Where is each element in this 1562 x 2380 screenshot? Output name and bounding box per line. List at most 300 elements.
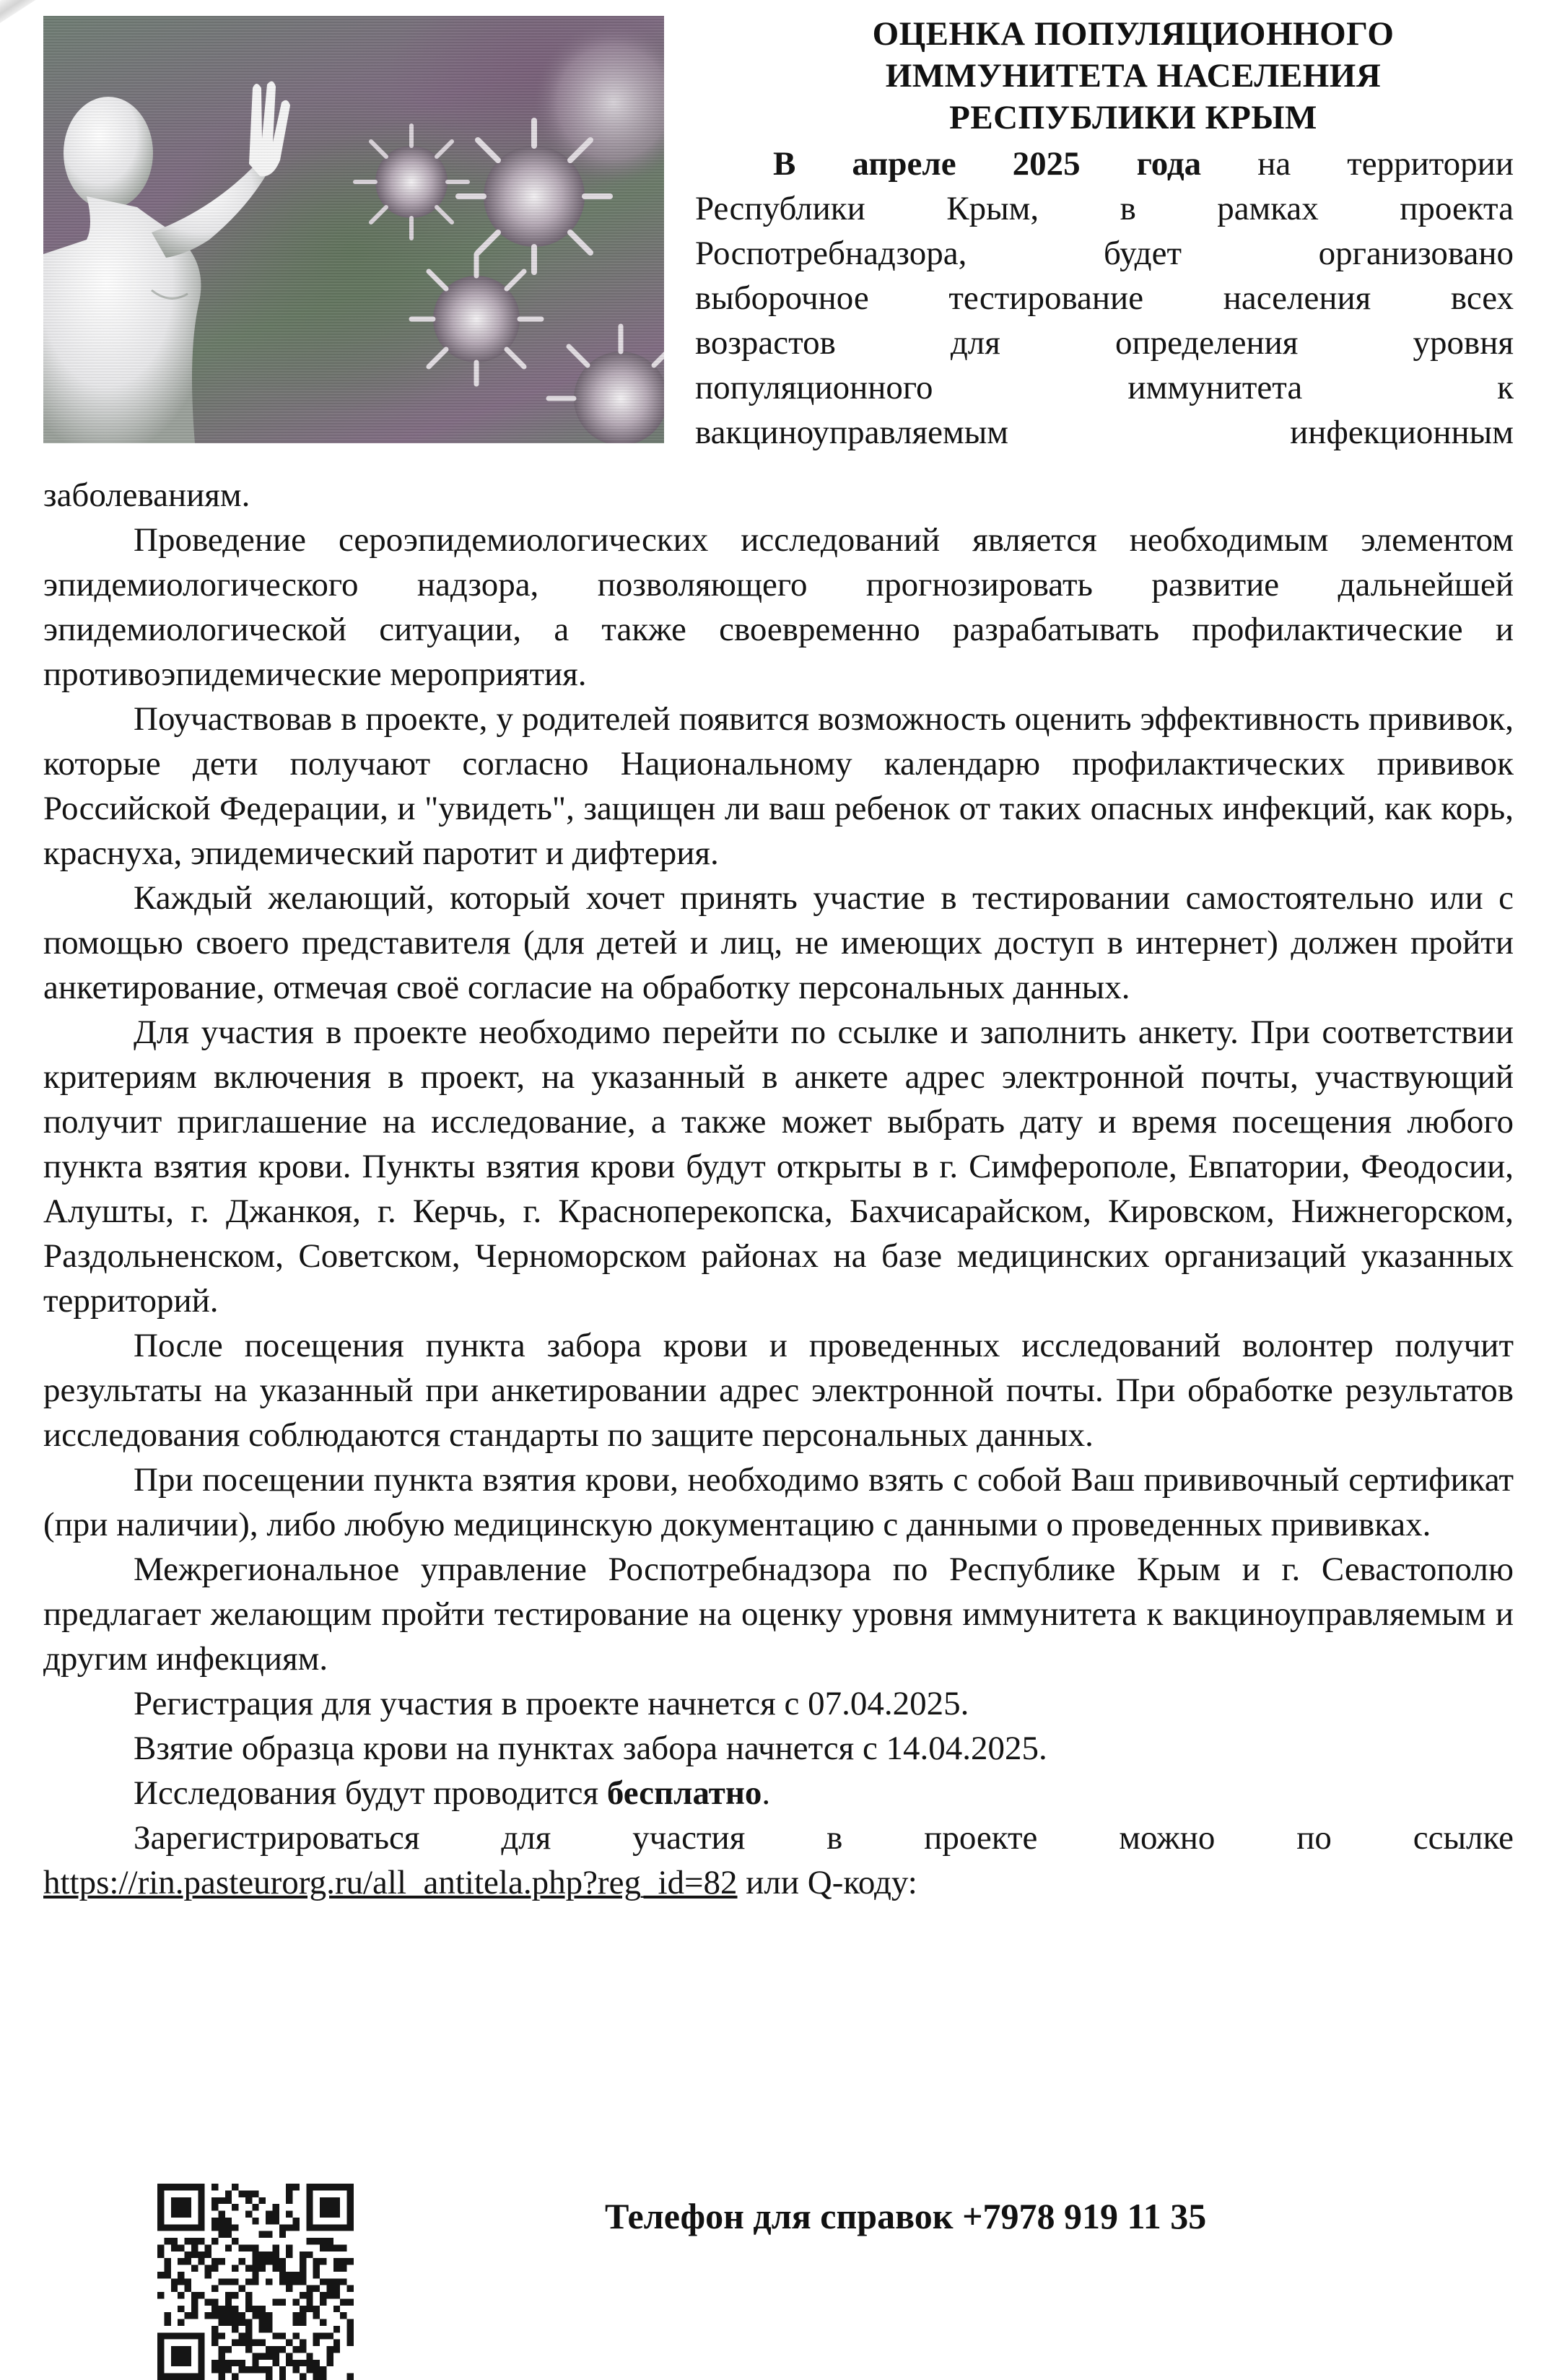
qr-module [300, 2258, 306, 2265]
qr-module [320, 2211, 326, 2218]
paragraph-documents: При посещении пункта взятия крови, необходимо взять с собой Ваш прививочный сертификат (при наличии), либо любую медицинскую документацию с данными о проведенных прививках. [43, 1461, 1514, 1543]
qr-module [185, 2211, 191, 2218]
qr-module [300, 2278, 306, 2285]
qr-module [259, 2312, 266, 2319]
qr-module [232, 2238, 238, 2244]
qr-module [178, 2374, 184, 2380]
qr-module [286, 2340, 292, 2346]
qr-module [313, 2332, 320, 2339]
qr-module [272, 2258, 279, 2265]
qr-module [333, 2306, 340, 2312]
qr-module [293, 2218, 300, 2224]
qr-module [245, 2306, 252, 2312]
qr-module [198, 2211, 204, 2218]
qr-module [259, 2265, 266, 2272]
qr-module [306, 2285, 313, 2292]
intro-tail: заболеваниям. [43, 476, 250, 514]
qr-module [293, 2272, 300, 2278]
qr-module [171, 2353, 178, 2359]
qr-module [211, 2218, 218, 2224]
qr-module [306, 2306, 313, 2312]
intro-line: Роспотребнадзора, будет организовано [695, 235, 1514, 272]
qr-module [313, 2238, 320, 2244]
qr-module [266, 2353, 272, 2359]
qr-module [306, 2184, 313, 2190]
qr-module [232, 2278, 238, 2285]
qr-module [333, 2184, 340, 2190]
qr-module [340, 2298, 346, 2305]
qr-module [198, 2353, 204, 2359]
qr-module [293, 2366, 300, 2373]
qr-module [347, 2218, 354, 2224]
qr-module [266, 2312, 272, 2319]
qr-module [286, 2353, 292, 2359]
qr-module [286, 2244, 292, 2251]
qr-module [178, 2184, 184, 2190]
qr-module [157, 2272, 164, 2278]
registration-date: Регистрация для участия в проекте начнется с 07.04.2025. [134, 1685, 969, 1722]
qr-module [225, 2298, 232, 2305]
paragraph-results: После посещения пункта забора крови и проведенных исследований волонтер получит результаты на указанный при анкетировании адрес электронной почты. При обработке результатов исследования соблюдаются стандарты по защите персональных данных. [43, 1327, 1514, 1454]
qr-module [279, 2366, 286, 2373]
qr-module [313, 2265, 320, 2272]
qr-module [326, 2353, 333, 2359]
page-title [801, 13, 1465, 139]
qr-module [198, 2258, 204, 2265]
qr-module [306, 2238, 313, 2244]
qr-module [252, 2252, 258, 2258]
qr-module [245, 2197, 252, 2204]
qr-module [211, 2360, 218, 2366]
paragraph-questionnaire: Каждый желающий, который хочет принять участие в тестировании самостоятельно или с помощью своего представителя (для детей и лиц, не имеющих доступ в интернет) должен пройти анкетирование, отмечая своё согласие на обработку персональных данных. [43, 879, 1514, 1006]
qr-module [191, 2332, 198, 2339]
qr-module [239, 2244, 245, 2251]
qr-module [272, 2211, 279, 2218]
qr-module [286, 2197, 292, 2204]
qr-module [306, 2292, 313, 2298]
qr-module [326, 2238, 333, 2244]
qr-module [239, 2366, 245, 2373]
qr-module [347, 2340, 354, 2346]
qr-module [178, 2353, 184, 2359]
qr-module [320, 2258, 326, 2265]
qr-module [347, 2298, 354, 2305]
qr-module [259, 2319, 266, 2326]
qr-module [259, 2197, 266, 2204]
qr-module [259, 2252, 266, 2258]
qr-module [300, 2340, 306, 2346]
qr-module [198, 2346, 204, 2353]
qr-module [245, 2332, 252, 2339]
qr-module [333, 2292, 340, 2298]
qr-module [218, 2278, 224, 2285]
title-line: ИММУНИТЕТА НАСЕЛЕНИЯ [885, 57, 1382, 95]
qr-module [218, 2258, 224, 2265]
qr-module [300, 2346, 306, 2353]
qr-module [326, 2285, 333, 2292]
qr-module [306, 2211, 313, 2218]
qr-module [259, 2326, 266, 2332]
qr-module [191, 2184, 198, 2190]
qr-module [157, 2353, 164, 2359]
qr-module [266, 2319, 272, 2326]
qr-module [171, 2346, 178, 2353]
qr-module [232, 2326, 238, 2332]
qr-module [239, 2340, 245, 2346]
qr-module [205, 2272, 211, 2278]
qr-module [306, 2204, 313, 2210]
qr-module [218, 2374, 224, 2380]
qr-module [211, 2204, 218, 2210]
qr-module [252, 2278, 258, 2285]
qr-module [333, 2197, 340, 2204]
qr-module [286, 2184, 292, 2190]
qr-module [225, 2224, 232, 2231]
qr-module [293, 2346, 300, 2353]
qr-module [171, 2278, 178, 2285]
qr-module [218, 2353, 224, 2359]
qr-module [320, 2197, 326, 2204]
qr-module [157, 2218, 164, 2224]
qr-module [171, 2204, 178, 2210]
qr-module [272, 2360, 279, 2366]
title-line: РЕСПУБЛИКИ КРЫМ [949, 99, 1317, 136]
qr-module [300, 2306, 306, 2312]
qr-module [266, 2326, 272, 2332]
qr-module [171, 2238, 178, 2244]
qr-module [211, 2326, 218, 2332]
title-line: ОЦЕНКА ПОПУЛЯЦИОННОГО [872, 15, 1395, 53]
qr-module [340, 2244, 346, 2251]
qr-module [245, 2319, 252, 2326]
qr-module [225, 2197, 232, 2204]
qr-module [313, 2312, 320, 2319]
qr-module [286, 2360, 292, 2366]
qr-module [218, 2346, 224, 2353]
sampling-date: Взятие образца крови на пунктах забора начнется с 14.04.2025. [134, 1730, 1047, 1767]
qr-module [191, 2374, 198, 2380]
qr-module [164, 2312, 170, 2319]
body-text [43, 473, 1514, 1905]
qr-module [293, 2319, 300, 2326]
register-instructions: Зарегистрироваться для участия в проекте можно по ссылке [134, 1819, 1514, 1857]
qr-module [157, 2340, 164, 2346]
qr-module [232, 2360, 238, 2366]
qr-module [171, 2374, 178, 2380]
paragraph-rospotrebnadzor: Межрегиональное управление Роспотребнадзора по Республике Крым и г. Севастополю предлагает желающим пройти тестирование на оценку уровня иммунитета к вакциноуправляемым и другим инфекциям. [43, 1551, 1514, 1678]
qr-module [205, 2252, 211, 2258]
qr-module [225, 2360, 232, 2366]
qr-module [218, 2218, 224, 2224]
qr-module [205, 2298, 211, 2305]
qr-module [157, 2360, 164, 2366]
qr-module [191, 2306, 198, 2312]
qr-module [185, 2374, 191, 2380]
qr-module [279, 2374, 286, 2380]
intro-bold-lead: В апреле 2025 года [773, 145, 1202, 183]
qr-module [266, 2366, 272, 2373]
qr-module [198, 2238, 204, 2244]
qr-module [306, 2224, 313, 2231]
qr-module [313, 2285, 320, 2292]
qr-module [178, 2306, 184, 2312]
qr-module [157, 2346, 164, 2353]
qr-module [239, 2319, 245, 2326]
qr-module [198, 2184, 204, 2190]
qr-module [320, 2278, 326, 2285]
qr-module [347, 2374, 354, 2380]
qr-module [191, 2292, 198, 2298]
qr-module [259, 2340, 266, 2346]
qr-module [191, 2252, 198, 2258]
qr-module [347, 2204, 354, 2210]
qr-module [266, 2258, 272, 2265]
qr-module [306, 2190, 313, 2197]
qr-module [340, 2224, 346, 2231]
qr-module [232, 2204, 238, 2210]
qr-module [326, 2204, 333, 2210]
qr-module [252, 2340, 258, 2346]
qr-module [259, 2258, 266, 2265]
qr-module [272, 2353, 279, 2359]
qr-module [333, 2278, 340, 2285]
qr-module [225, 2244, 232, 2251]
qr-module [245, 2265, 252, 2272]
qr-module [313, 2340, 320, 2346]
qr-module [252, 2204, 258, 2210]
qr-module [205, 2312, 211, 2319]
qr-module [232, 2184, 238, 2190]
qr-module [293, 2224, 300, 2231]
qr-module [211, 2366, 218, 2373]
qr-module [340, 2312, 346, 2319]
qr-module [259, 2353, 266, 2359]
qr-module [245, 2278, 252, 2285]
qr-module [272, 2204, 279, 2210]
qr-module [300, 2360, 306, 2366]
qr-module [205, 2265, 211, 2272]
qr-module [340, 2258, 346, 2265]
qr-module [191, 2224, 198, 2231]
qr-code[interactable] [157, 2184, 354, 2380]
qr-module [347, 2211, 354, 2218]
free-bold: бесплатно [606, 1774, 762, 1812]
qr-module [185, 2204, 191, 2210]
qr-module [306, 2298, 313, 2305]
qr-module [232, 2312, 238, 2319]
qr-module [333, 2224, 340, 2231]
qr-module [171, 2360, 178, 2366]
qr-module [252, 2360, 258, 2366]
paragraph-serosurveillance: Проведение сероэпидемиологических исследований является необходимым элементом эпидемиологического надзора, позволяющего прогнозировать развитие дальнейшей эпидемиологической ситуации, а также своевременно разрабатывать профилактические и противоэпидемические мероприятия. [43, 521, 1514, 693]
qr-module [320, 2374, 326, 2380]
qr-module [333, 2211, 340, 2218]
qr-module [286, 2278, 292, 2285]
qr-module [164, 2319, 170, 2326]
qr-module [198, 2224, 204, 2231]
qr-module [266, 2218, 272, 2224]
qr-module [178, 2278, 184, 2285]
qr-module [279, 2224, 286, 2231]
qr-module [178, 2272, 184, 2278]
qr-module [198, 2332, 204, 2339]
qr-module [266, 2252, 272, 2258]
qr-module [252, 2244, 258, 2251]
qr-module [245, 2366, 252, 2373]
qr-module [320, 2298, 326, 2305]
qr-module [320, 2366, 326, 2373]
qr-module [185, 2252, 191, 2258]
intro-paragraph [695, 141, 1514, 455]
qr-module [272, 2332, 279, 2339]
qr-module [286, 2211, 292, 2218]
qr-module [245, 2244, 252, 2251]
qr-module [178, 2360, 184, 2366]
qr-module [245, 2298, 252, 2305]
qr-module [320, 2319, 326, 2326]
qr-module [225, 2218, 232, 2224]
qr-module [211, 2306, 218, 2312]
qr-module [232, 2340, 238, 2346]
qr-module [185, 2312, 191, 2319]
qr-module [185, 2278, 191, 2285]
qr-module [191, 2244, 198, 2251]
qr-module [157, 2366, 164, 2373]
qr-module [286, 2224, 292, 2231]
qr-module [178, 2319, 184, 2326]
qr-module [198, 2292, 204, 2298]
qr-module [320, 2244, 326, 2251]
qr-module [225, 2312, 232, 2319]
qr-module [185, 2224, 191, 2231]
qr-module [326, 2184, 333, 2190]
qr-module [178, 2211, 184, 2218]
qr-module [279, 2346, 286, 2353]
qr-module [320, 2332, 326, 2339]
qr-module [347, 2258, 354, 2265]
qr-module [185, 2353, 191, 2359]
qr-module [245, 2340, 252, 2346]
intro-line: Республики Крым, в рамках проекта [695, 190, 1514, 227]
qr-module [259, 2231, 266, 2238]
qr-module [164, 2258, 170, 2265]
qr-module [245, 2346, 252, 2353]
qr-module [218, 2312, 224, 2319]
qr-module [293, 2360, 300, 2366]
registration-link[interactable]: https://rin.pasteurorg.ru/all_antitela.php?reg_id=82 [43, 1864, 738, 1901]
qr-module [239, 2312, 245, 2319]
qr-module [239, 2190, 245, 2197]
free-of-charge-note: Исследования будут проводится бесплатно. [134, 1774, 771, 1812]
qr-module [198, 2197, 204, 2204]
qr-module [252, 2218, 258, 2224]
qr-module [313, 2224, 320, 2231]
qr-module [300, 2374, 306, 2380]
qr-module [333, 2204, 340, 2210]
qr-module [198, 2190, 204, 2197]
qr-module [333, 2346, 340, 2353]
qr-module [245, 2292, 252, 2298]
qr-module [326, 2224, 333, 2231]
qr-module [225, 2231, 232, 2238]
qr-module [347, 2190, 354, 2197]
qr-module [340, 2184, 346, 2190]
qr-module [333, 2340, 340, 2346]
qr-module [293, 2184, 300, 2190]
qr-module [347, 2332, 354, 2339]
qr-module [178, 2244, 184, 2251]
qr-module [157, 2252, 164, 2258]
qr-module [326, 2292, 333, 2298]
qr-module [218, 2197, 224, 2204]
qr-module [252, 2190, 258, 2197]
qr-module [198, 2204, 204, 2210]
qr-module [326, 2278, 333, 2285]
qr-module [340, 2265, 346, 2272]
qr-module [286, 2285, 292, 2292]
qr-module [333, 2258, 340, 2265]
qr-module [252, 2353, 258, 2359]
qr-module [252, 2272, 258, 2278]
qr-module [185, 2332, 191, 2339]
qr-module [266, 2346, 272, 2353]
qr-module [266, 2211, 272, 2218]
qr-module [185, 2285, 191, 2292]
qr-module [306, 2252, 313, 2258]
qr-module [198, 2340, 204, 2346]
qr-module [320, 2292, 326, 2298]
qr-module [306, 2197, 313, 2204]
qr-module [279, 2272, 286, 2278]
qr-module [164, 2265, 170, 2272]
qr-module [320, 2204, 326, 2210]
qr-module [239, 2332, 245, 2339]
qr-module [279, 2332, 286, 2339]
qr-module [232, 2292, 238, 2298]
register-link-line: https://rin.pasteurorg.ru/all_antitela.php?reg_id=82 или Q-коду: [43, 1864, 917, 1901]
qr-module [178, 2292, 184, 2298]
paragraph-participation: Для участия в проекте необходимо перейти по ссылке и заполнить анкету. При соответствии критериям включения в проект, на указанный в анкете адрес электронной почты, участвующий получит приглашение на исследование, а также может выбрать дату и время посещения любого пункта взятия крови. Пункты взятия крови будут открыты в г. Симферополе, Евпатории, Феодосии, Алушты, г. Джанкоя, г. Керчь, г. Красноперекопска, Бахчисарайском, Кировском, Нижнегорском, Раздольненском, Советском, Черноморском районах на базе медицинских организаций указанных территорий. [43, 1014, 1514, 1320]
qr-module [171, 2224, 178, 2231]
qr-module [279, 2231, 286, 2238]
qr-module [185, 2258, 191, 2265]
qr-module [239, 2258, 245, 2265]
qr-module [326, 2244, 333, 2251]
qr-module [333, 2265, 340, 2272]
qr-module [185, 2346, 191, 2353]
qr-module [198, 2366, 204, 2373]
qr-module [333, 2326, 340, 2332]
qr-module [225, 2319, 232, 2326]
qr-module [157, 2292, 164, 2298]
qr-module [279, 2278, 286, 2285]
qr-module [178, 2197, 184, 2204]
qr-module [218, 2360, 224, 2366]
figure-virus-illustration [43, 16, 664, 443]
qr-module [239, 2285, 245, 2292]
qr-module [211, 2298, 218, 2305]
qr-module [157, 2204, 164, 2210]
qr-module [211, 2332, 218, 2339]
qr-module [306, 2218, 313, 2224]
qr-module [191, 2265, 198, 2272]
qr-module [347, 2197, 354, 2204]
qr-module [218, 2211, 224, 2218]
qr-module [171, 2211, 178, 2218]
qr-module [191, 2238, 198, 2244]
qr-module [300, 2312, 306, 2319]
qr-module [232, 2374, 238, 2380]
